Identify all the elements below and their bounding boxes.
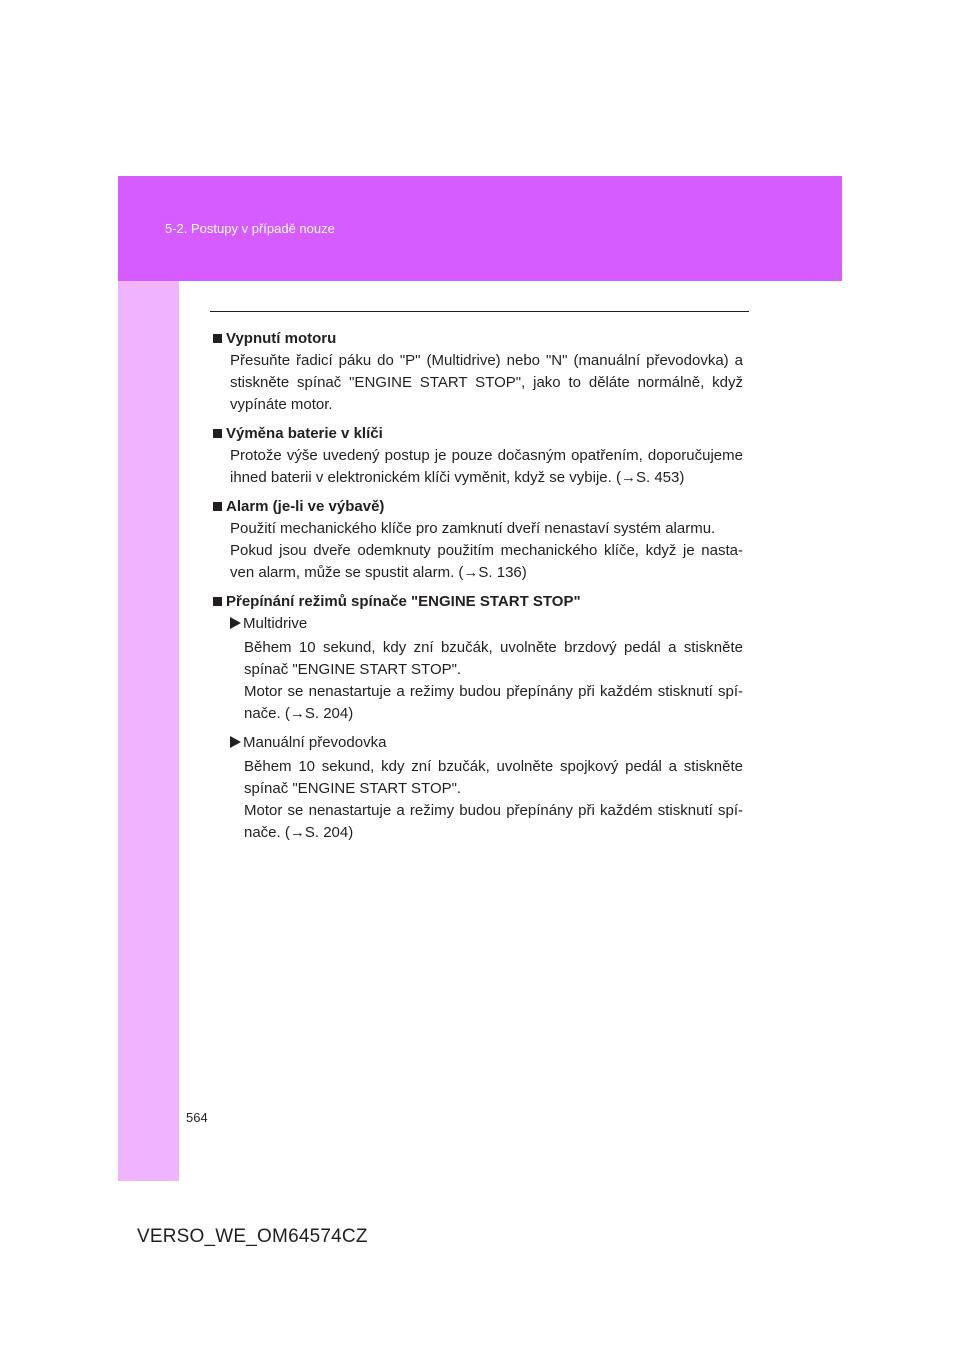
subsection-line: Motor se nenastartuje a režimy budou přepínány při každém stisknutí spí-nače. (→S. 204) xyxy=(244,802,743,841)
section-alarm xyxy=(213,496,743,584)
footer-code: VERSO_WE_OM64574CZ xyxy=(137,1226,368,1247)
square-bullet-icon xyxy=(213,502,222,511)
square-bullet-icon xyxy=(213,334,222,343)
subsection-multidrive xyxy=(230,613,743,635)
section-paragraph: Přesuňte řadicí páku do "P" (Multidrive) nebo "N" (manuální převodovka) a stiskněte spínač "ENGINE START STOP", jako to děláte normálně, když vypínáte motor. xyxy=(230,352,743,413)
section-paragraph: Protože výše uvedený postup je pouze dočasným opatřením, doporučujeme ihned baterii v elektronickém klíči vyměnit, když se vybije. (→S. 453) xyxy=(230,447,743,486)
section-paragraph: Pokud jsou dveře odemknuty použitím mechanického klíče, když je nasta-ven alarm, může se spustit alarm. (→S. 136) xyxy=(230,542,743,581)
triangle-bullet-icon xyxy=(230,736,241,748)
page-content xyxy=(213,328,743,851)
subsection-line: Během 10 sekund, kdy zní bzučák, uvolněte spojkový pedál a stiskněte spínač "ENGINE START STOP". xyxy=(244,758,743,797)
section-paragraph: Použití mechanického klíče pro zamknutí dveří nenastaví systém alarmu. xyxy=(230,520,716,537)
side-band xyxy=(118,176,179,1181)
page-number: 564 xyxy=(186,1110,208,1125)
subsection-manual xyxy=(230,732,743,754)
square-bullet-icon xyxy=(213,597,222,606)
square-bullet-icon xyxy=(213,429,222,438)
section-engine-off xyxy=(213,328,743,416)
section-title: 5-2. Postupy v případě nouze xyxy=(165,221,335,236)
subsection-line: Motor se nenastartuje a režimy budou přepínány při každém stisknutí spí-nače. (→S. 204) xyxy=(244,683,743,722)
section-mode-switching xyxy=(213,591,743,844)
subsection-title: Manuální převodovka xyxy=(243,734,387,751)
section-heading: Alarm (je-li ve výbavě) xyxy=(226,498,385,515)
section-heading: Výměna baterie v klíči xyxy=(226,425,383,442)
subsection-line: Během 10 sekund, kdy zní bzučák, uvolněte brzdový pedál a stiskněte spínač "ENGINE START STOP". xyxy=(244,639,743,678)
section-key-battery xyxy=(213,423,743,489)
triangle-bullet-icon xyxy=(230,617,241,629)
section-heading: Přepínání režimů spínače "ENGINE START STOP" xyxy=(226,593,581,610)
subsection-title: Multidrive xyxy=(243,615,308,632)
section-heading: Vypnutí motoru xyxy=(226,330,337,347)
top-rule xyxy=(210,311,749,312)
